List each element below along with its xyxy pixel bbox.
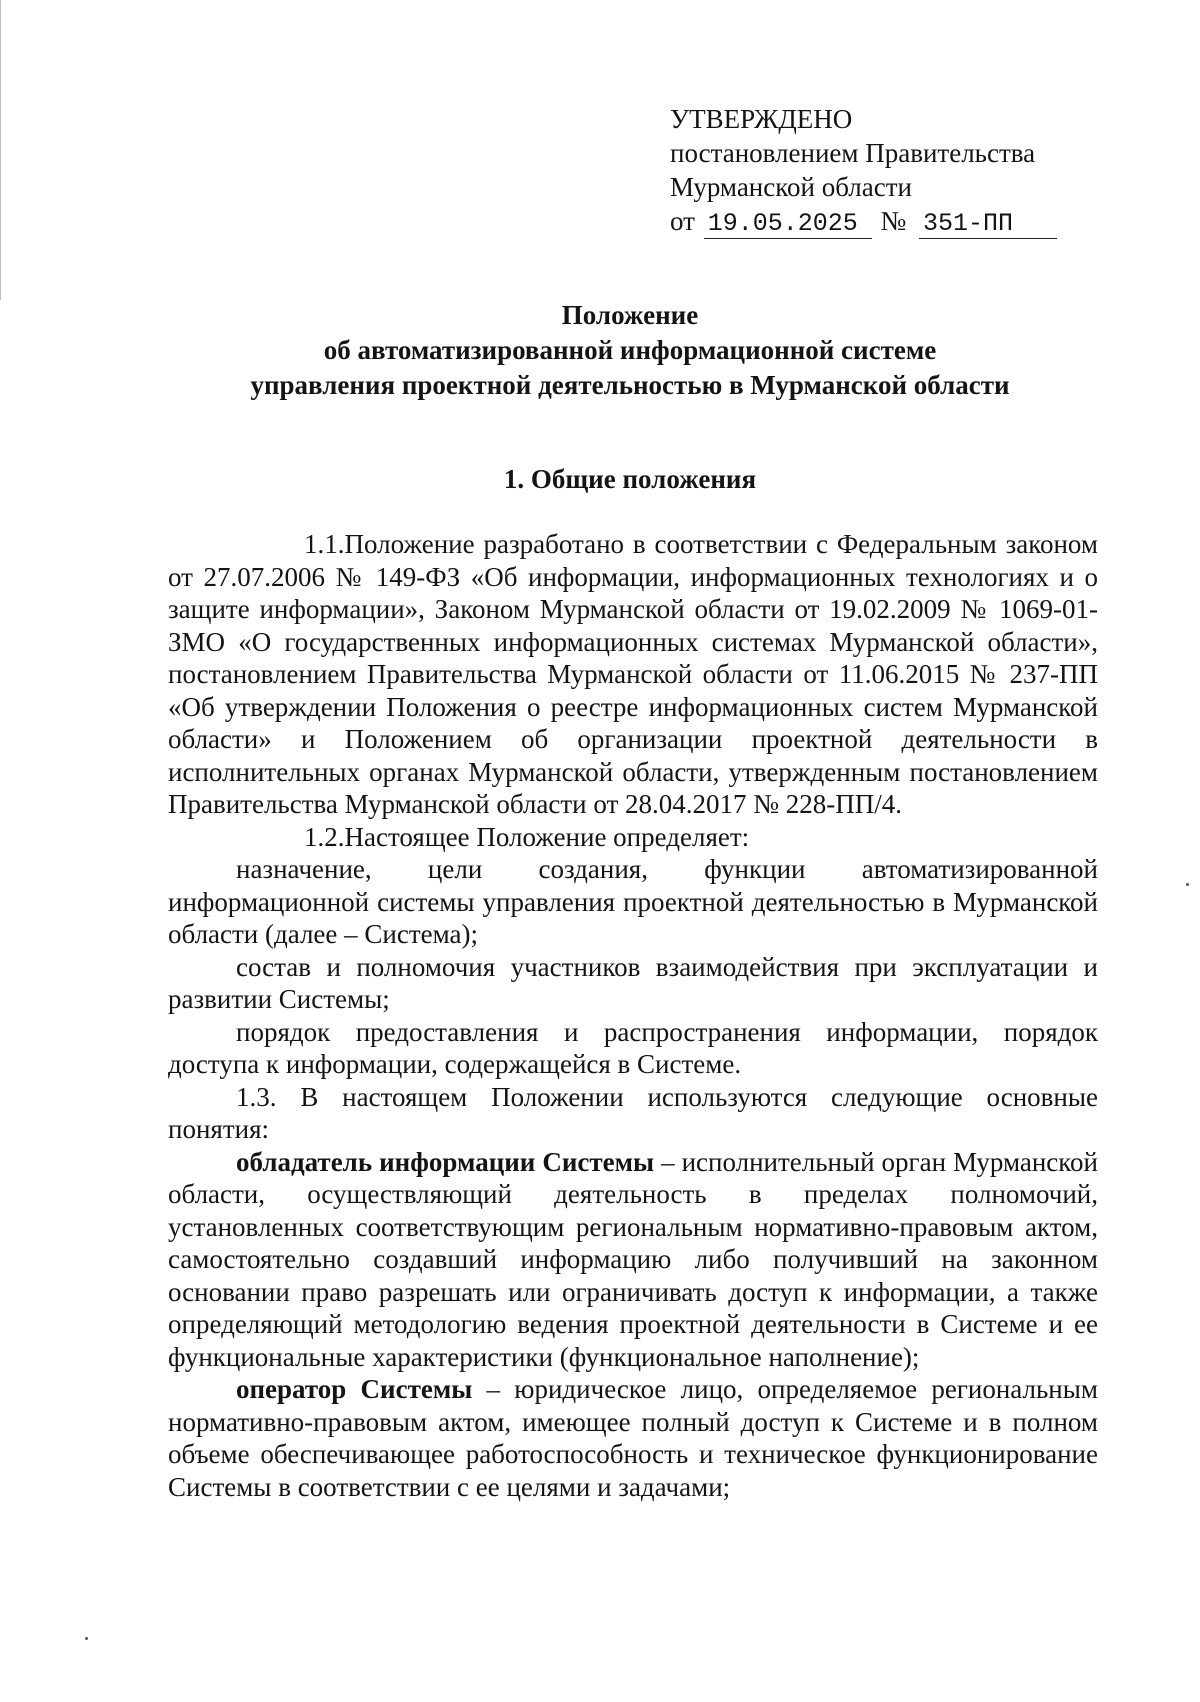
approval-date-line — [670, 204, 1090, 239]
approval-line-1: постановлением Правительства — [670, 138, 1036, 168]
section-heading: 1. Общие положения — [503, 464, 757, 494]
approval-line-2: Мурманской области — [670, 172, 912, 202]
definition-term: обладатель информации Системы — [236, 1146, 655, 1177]
scan-margin-line — [0, 0, 5, 300]
definition-item — [168, 1146, 1098, 1374]
number-prefix: № — [880, 206, 907, 236]
list-item: порядок предоставления и распространения информации, порядок доступа к информации, содержащейся в Системе. — [168, 1016, 1098, 1079]
definition-item — [168, 1373, 1098, 1503]
paragraph-number: 1.1. — [304, 529, 345, 559]
paragraph-1-1 — [168, 528, 1098, 821]
approval-stamp — [670, 102, 1090, 239]
paragraph-text: Настоящее Положение определяет: — [344, 821, 750, 852]
approval-date: 19.05.2025 — [704, 210, 872, 239]
definition-term: оператор Системы — [236, 1374, 473, 1404]
definition-text: – исполнительный орган Мурманской области, осуществляющий деятельность в пределах полномочий, установленных соответствующим региональным нормативно-правовым актом, самостоятельно создавший информацию либо получивший на законном основании право разрешать или ограничивать доступ к информации, а также определяющий методологию ведения проектной деятельности в Системе и ее функциональные характеристики (функциональное наполнение); — [168, 1146, 1098, 1372]
title-line-2: об автоматизированной информационной системе — [323, 335, 937, 365]
list-item: состав и полномочия участников взаимодействия при эксплуатации и развитии Системы; — [168, 951, 1098, 1014]
scan-speck — [1186, 883, 1189, 886]
title-line-3: управления проектной деятельностью в Мурманской области — [250, 370, 1010, 400]
document-body — [168, 528, 1098, 1503]
paragraph-number: 1.2. — [304, 821, 345, 852]
paragraph-1-3: 1.3. В настоящем Положении используются следующие основные понятия: — [168, 1081, 1098, 1144]
title-line-1: Положение — [561, 300, 699, 330]
paragraph-text: Положение разработано в соответствии с Федеральным законом от 27.07.2006 № 149-ФЗ «Об информации, информационных технологиях и о защите информации», Законом Мурманской области от 19.02.2009 № 1069-01-ЗМО «О государственных информационных системах Мурманской области», постановлением Правительства Мурманской области от 11.06.2015 № 237-ПП «Об утверждении Положения о реестре информационных систем Мурманской области» и Положением об организации проектной деятельности в исполнительных органах Мурманской области, утвержденным постановлением Правительства Мурманской области от 28.04.2017 № 228-ПП/4. — [168, 529, 1098, 819]
paragraph-1-2 — [168, 821, 1098, 854]
scan-speck — [85, 1637, 88, 1640]
document-title — [160, 298, 1100, 403]
approval-number: 351-ПП — [919, 210, 1057, 239]
definition-text: – юридическое лицо, определяемое региональным нормативно-правовым актом, имеющее полный доступ к Системе и в полном объеме обеспечивающее работоспособность и техническое функционирование Системы в соответствии с ее целями и задачами; — [168, 1374, 1098, 1502]
date-prefix: от — [670, 206, 695, 236]
approval-heading: УТВЕРЖДЕНО — [670, 104, 853, 134]
list-item: назначение, цели создания, функции автоматизированной информационной системы управления проектной деятельностью в Мурманской области (далее – Система); — [168, 854, 1098, 949]
